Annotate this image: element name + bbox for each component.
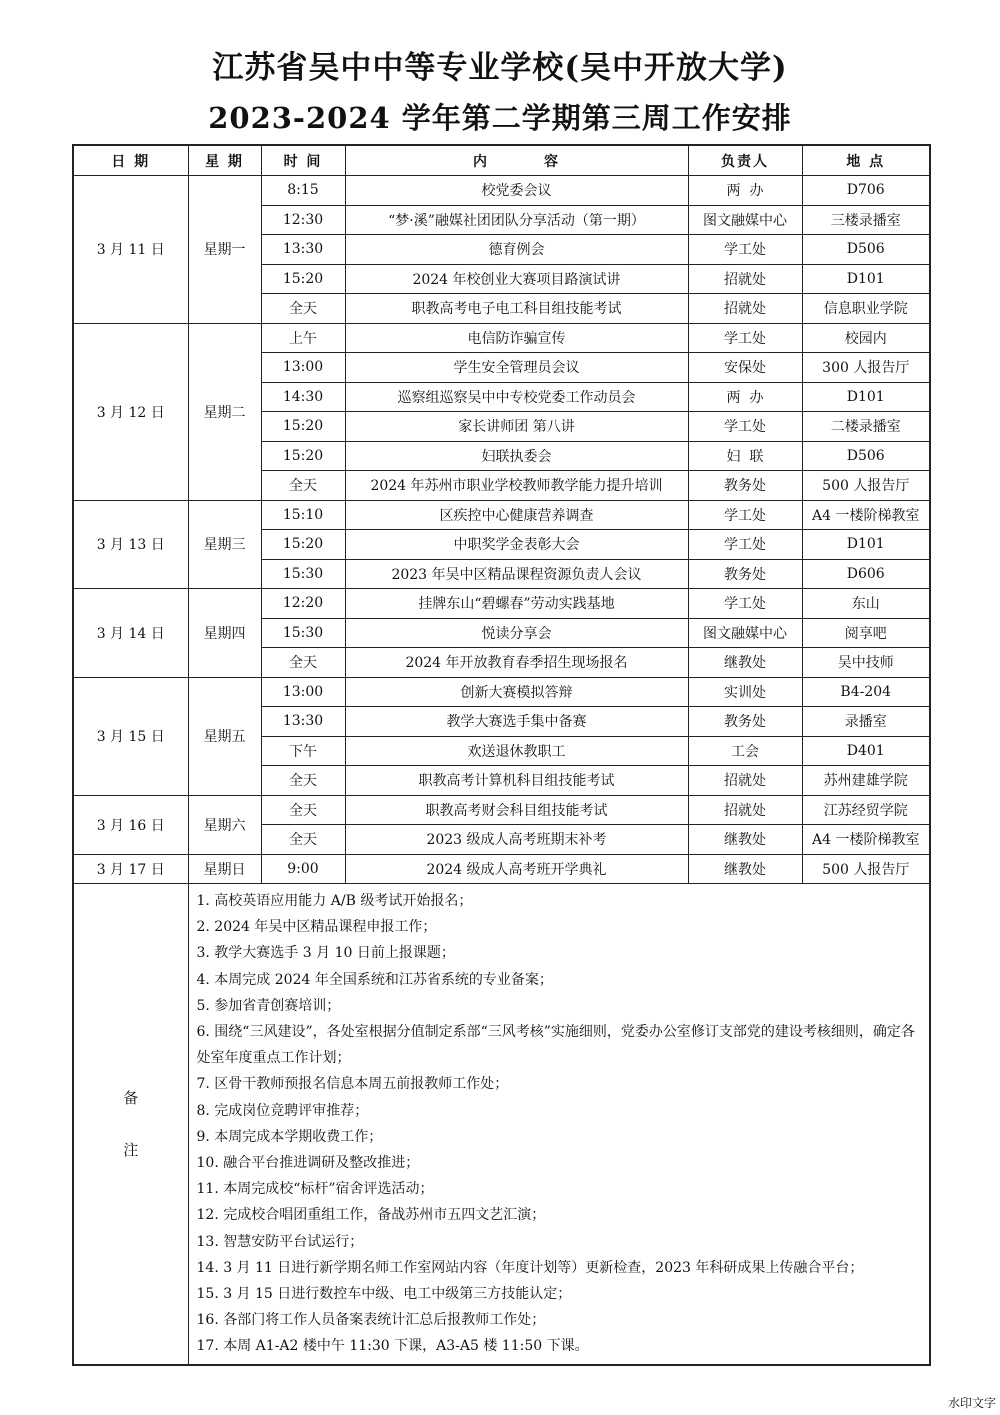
event-place-cell: D101 <box>802 264 930 294</box>
note-item: 10. 融合平台推进调研及整改推进； <box>196 1155 420 1172</box>
table-row <box>73 323 930 353</box>
event-owner-cell: 招就处 <box>688 294 802 324</box>
event-content-cell: 2024 年校创业大赛项目路演试讲 <box>345 264 688 294</box>
event-time-cell: 9:00 <box>261 854 345 884</box>
event-place-cell: 阅享吧 <box>802 618 930 648</box>
event-content-cell: 2024 年苏州市职业学校教师教学能力提升培训 <box>345 471 688 501</box>
event-time-cell: 15:20 <box>261 530 345 560</box>
table-row <box>73 795 930 825</box>
event-time-cell: 13:30 <box>261 707 345 737</box>
event-place-cell: 苏州建雄学院 <box>802 766 930 796</box>
event-content-cell: 德育例会 <box>345 235 688 265</box>
document-title: 江苏省吴中中等专业学校(吴中开放大学) <box>212 50 788 86</box>
day-weekday-cell: 星期二 <box>188 323 261 500</box>
event-place-cell: D401 <box>802 736 930 766</box>
event-time-cell: 全天 <box>261 471 345 501</box>
event-place-cell: D101 <box>802 382 930 412</box>
note-item: 5. 参加省青创赛培训； <box>196 997 341 1014</box>
event-place-cell: 信息职业学院 <box>802 294 930 324</box>
event-place-cell: B4-204 <box>802 677 930 707</box>
event-time-cell: 13:30 <box>261 235 345 265</box>
event-content-cell: 中职奖学金表彰大会 <box>345 530 688 560</box>
event-owner-cell: 学工处 <box>688 412 802 442</box>
event-owner-cell: 两 办 <box>688 176 802 206</box>
event-place-cell: 500 人报告厅 <box>802 471 930 501</box>
event-place-cell: 二楼录播室 <box>802 412 930 442</box>
event-owner-cell: 学工处 <box>688 589 802 619</box>
event-owner-cell: 妇 联 <box>688 441 802 471</box>
day-date-cell: 3 月 13 日 <box>73 500 188 589</box>
note-item: 4. 本周完成 2024 年全国系统和江苏省系统的专业备案； <box>196 971 553 988</box>
notes-label-char-1: 备 <box>123 1088 139 1107</box>
note-item: 16. 各部门将工作人员备案表统计汇总后报教师工作处； <box>196 1312 546 1329</box>
event-place-cell: D101 <box>802 530 930 560</box>
table-row <box>73 677 930 707</box>
table-row <box>73 854 930 884</box>
notes-list <box>188 884 930 1365</box>
event-owner-cell: 工会 <box>688 736 802 766</box>
event-place-cell: A4 一楼阶梯教室 <box>802 500 930 530</box>
event-time-cell: 15:20 <box>261 412 345 442</box>
schedule-body <box>73 145 930 1365</box>
event-time-cell: 全天 <box>261 294 345 324</box>
day-date-cell: 3 月 12 日 <box>73 323 188 500</box>
event-time-cell: 全天 <box>261 766 345 796</box>
notes-label-char-2: 注 <box>123 1140 139 1159</box>
table-header-row <box>73 145 930 176</box>
watermark-text: 水印文字 <box>947 1396 996 1410</box>
note-item: 2. 2024 年吴中区精品课程申报工作； <box>196 919 437 936</box>
event-place-cell: D506 <box>802 235 930 265</box>
event-owner-cell: 学工处 <box>688 323 802 353</box>
event-time-cell: 12:20 <box>261 589 345 619</box>
note-item: 12. 完成校合唱团重组工作，备战苏州市五四文艺汇演； <box>196 1207 546 1224</box>
note-item: 11. 本周完成校“标杆”宿舍评选活动； <box>196 1181 434 1198</box>
event-content-cell: 校党委会议 <box>345 176 688 206</box>
table-row <box>73 500 930 530</box>
event-time-cell: 15:30 <box>261 618 345 648</box>
event-place-cell: A4 一楼阶梯教室 <box>802 825 930 855</box>
event-place-cell: 东山 <box>802 589 930 619</box>
note-item: 17. 本周 A1-A2 楼中午 11:30 下课，A3-A5 楼 11:50 下课。 <box>196 1338 589 1355</box>
event-time-cell: 12:30 <box>261 205 345 235</box>
header-place: 地 点 <box>802 145 930 176</box>
note-item: 6. 围绕“三风建设”，各处室根据分值制定系部“三风考核”实施细则，党委办公室修订支部党的建设考核细则，确定各处室年度重点工作计划； <box>196 1024 915 1067</box>
header-content: 内 容 <box>345 145 688 176</box>
event-owner-cell: 安保处 <box>688 353 802 383</box>
event-content-cell: 巡察组巡察吴中中专校党委工作动员会 <box>345 382 688 412</box>
event-time-cell: 13:00 <box>261 677 345 707</box>
event-owner-cell: 两 办 <box>688 382 802 412</box>
event-content-cell: 2024 级成人高考班开学典礼 <box>345 854 688 884</box>
day-date-cell: 3 月 15 日 <box>73 677 188 795</box>
event-content-cell: 电信防诈骗宣传 <box>345 323 688 353</box>
event-content-cell: 2023 级成人高考班期末补考 <box>345 825 688 855</box>
event-owner-cell: 继教处 <box>688 854 802 884</box>
event-owner-cell: 图文融媒中心 <box>688 618 802 648</box>
event-owner-cell: 实训处 <box>688 677 802 707</box>
event-time-cell: 15:30 <box>261 559 345 589</box>
day-weekday-cell: 星期五 <box>188 677 261 795</box>
event-time-cell: 15:20 <box>261 264 345 294</box>
event-time-cell: 全天 <box>261 648 345 678</box>
event-content-cell: 创新大赛模拟答辩 <box>345 677 688 707</box>
event-time-cell: 8:15 <box>261 176 345 206</box>
notes-label <box>73 884 188 1365</box>
event-place-cell: 江苏经贸学院 <box>802 795 930 825</box>
table-row <box>73 176 930 206</box>
header-weekday: 星 期 <box>188 145 261 176</box>
event-owner-cell: 图文融媒中心 <box>688 205 802 235</box>
note-item: 8. 完成岗位竞聘评审推荐； <box>196 1102 369 1119</box>
event-owner-cell: 招就处 <box>688 766 802 796</box>
event-time-cell: 14:30 <box>261 382 345 412</box>
event-place-cell: 录播室 <box>802 707 930 737</box>
event-place-cell: 300 人报告厅 <box>802 353 930 383</box>
event-content-cell: 区疾控中心健康营养调查 <box>345 500 688 530</box>
event-owner-cell: 招就处 <box>688 795 802 825</box>
day-date-cell: 3 月 11 日 <box>73 176 188 324</box>
header-owner: 负责人 <box>688 145 802 176</box>
event-time-cell: 全天 <box>261 795 345 825</box>
event-place-cell: 校园内 <box>802 323 930 353</box>
event-time-cell: 15:20 <box>261 441 345 471</box>
event-place-cell: 三楼录播室 <box>802 205 930 235</box>
note-item: 13. 智慧安防平台试运行； <box>196 1233 364 1250</box>
event-time-cell: 上午 <box>261 323 345 353</box>
day-weekday-cell: 星期日 <box>188 854 261 884</box>
table-row <box>73 589 930 619</box>
notes-row <box>73 884 930 1365</box>
note-item: 9. 本周完成本学期收费工作； <box>196 1128 383 1145</box>
day-weekday-cell: 星期四 <box>188 589 261 678</box>
event-place-cell: 500 人报告厅 <box>802 854 930 884</box>
event-owner-cell: 招就处 <box>688 264 802 294</box>
document-subtitle: 2023-2024 学年第二学期第三周工作安排 <box>208 101 792 135</box>
day-weekday-cell: 星期三 <box>188 500 261 589</box>
event-content-cell: 挂牌东山“碧螺春”劳动实践基地 <box>345 589 688 619</box>
note-item: 7. 区骨干教师预报名信息本周五前报教师工作处； <box>196 1076 509 1093</box>
event-content-cell: 教学大赛选手集中备赛 <box>345 707 688 737</box>
event-content-cell: 职教高考电子电工科目组技能考试 <box>345 294 688 324</box>
event-time-cell: 13:00 <box>261 353 345 383</box>
event-content-cell: 2023 年吴中区精品课程资源负责人会议 <box>345 559 688 589</box>
day-date-cell: 3 月 17 日 <box>73 854 188 884</box>
event-content-cell: 职教高考财会科目组技能考试 <box>345 795 688 825</box>
header-date: 日 期 <box>73 145 188 176</box>
event-place-cell: D506 <box>802 441 930 471</box>
event-time-cell: 全天 <box>261 825 345 855</box>
event-content-cell: 2024 年开放教育春季招生现场报名 <box>345 648 688 678</box>
day-date-cell: 3 月 16 日 <box>73 795 188 854</box>
event-owner-cell: 继教处 <box>688 825 802 855</box>
note-item: 15. 3 月 15 日进行数控车中级、电工中级第三方技能认定； <box>196 1286 572 1303</box>
event-time-cell: 15:10 <box>261 500 345 530</box>
event-owner-cell: 继教处 <box>688 648 802 678</box>
event-content-cell: 职教高考计算机科目组技能考试 <box>345 766 688 796</box>
event-owner-cell: 教务处 <box>688 559 802 589</box>
event-content-cell: 家长讲师团 第八讲 <box>345 412 688 442</box>
note-item: 3. 教学大赛选手 3 月 10 日前上报课题； <box>196 945 455 962</box>
event-content-cell: 悦读分享会 <box>345 618 688 648</box>
header-time: 时 间 <box>261 145 345 176</box>
event-owner-cell: 学工处 <box>688 500 802 530</box>
event-content-cell: 欢送退休教职工 <box>345 736 688 766</box>
day-weekday-cell: 星期六 <box>188 795 261 854</box>
day-date-cell: 3 月 14 日 <box>73 589 188 678</box>
note-item: 1. 高校英语应用能力 A/B 级考试开始报名； <box>196 893 473 909</box>
schedule-table <box>72 144 931 1366</box>
event-owner-cell: 学工处 <box>688 235 802 265</box>
event-owner-cell: 学工处 <box>688 530 802 560</box>
day-weekday-cell: 星期一 <box>188 176 261 324</box>
note-item: 14. 3 月 11 日进行新学期名师工作室网站内容（年度计划等）更新检查，2023 年科研成果上传融合平台； <box>196 1259 864 1276</box>
event-content-cell: “梦·溪”融媒社团团队分享活动（第一期） <box>345 205 688 235</box>
event-place-cell: 吴中技师 <box>802 648 930 678</box>
event-owner-cell: 教务处 <box>688 471 802 501</box>
event-owner-cell: 教务处 <box>688 707 802 737</box>
event-place-cell: D706 <box>802 176 930 206</box>
event-content-cell: 妇联执委会 <box>345 441 688 471</box>
event-place-cell: D606 <box>802 559 930 589</box>
event-content-cell: 学生安全管理员会议 <box>345 353 688 383</box>
event-time-cell: 下午 <box>261 736 345 766</box>
